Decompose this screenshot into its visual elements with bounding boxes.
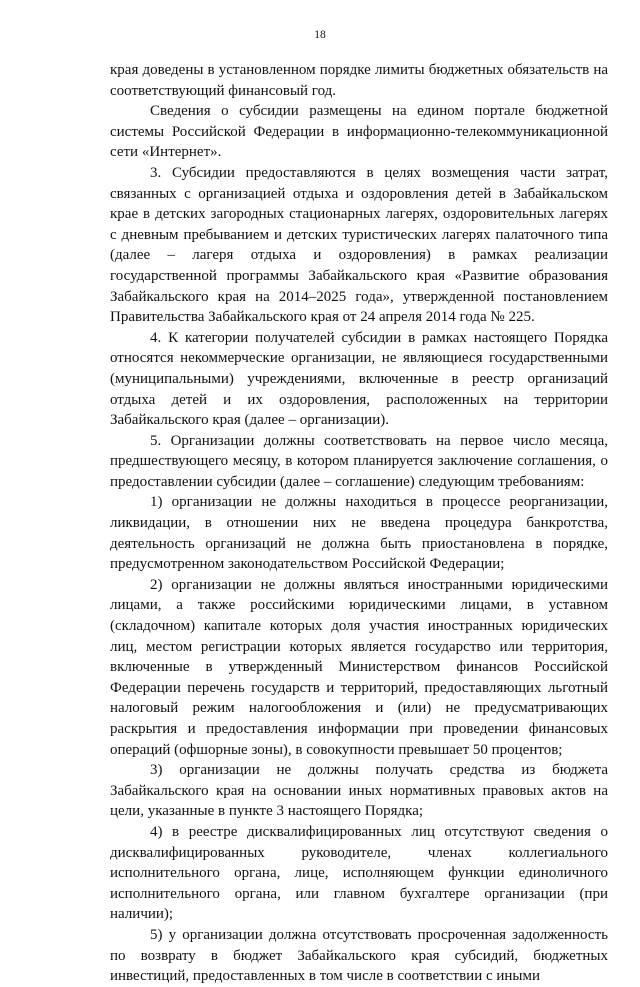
page-number: 18 [314,29,326,41]
paragraph-item-5: 5. Организации должны соответствовать на первое число месяца, предшествующего месяцу, в котором планируется заключение соглашения, о предоставлении субсидии (далее – соглашение) следующим требованиям: [110,432,608,490]
paragraph-requirement-1: 1) организации не должны находиться в процессе реорганизации, ликвидации, в отношении них не введена процедура банкротства, деятельность организаций не должна быть приостановлена в порядке, предусмотренном законодательством Российской Федерации; [110,494,608,573]
paragraph-requirement-4: 4) в реестре дисквалифицированных лиц отсутствуют сведения о дисквалифицированных руководителе, членах коллегиального исполнительного органа, лице, исполняющем функции единоличного исполнительного органа, или главном бухгалтере организации (при наличии); [110,823,608,923]
paragraph-requirement-5: 5) у организации должна отсутствовать просроченная задолженность по возврату в бюджет Забайкальского края субсидий, бюджетных инвестиций, предоставленных в том числе в соответствии с иными [110,926,608,985]
paragraph-continuation: края доведены в установленном порядке лимиты бюджетных обязательств на соответствующий финансовый год. [110,62,608,99]
paragraph-portal-info: Сведения о субсидии размещены на едином портале бюджетной системы Российской Федерации в информационно-телекоммуникационной сети «Интернет». [110,103,608,161]
document-body [110,60,608,987]
paragraph-item-3: 3. Субсидии предоставляются в целях возмещения части затрат, связанных с организацией отдыха и оздоровления детей в Забайкальском крае в детских загородных стационарных лагерях, оздоровительных лагерях с дневным пребыванием и детских туристических лагерях палаточного типа (далее – лагеря отдыха и оздоровления) в рамках реализации государственной программы Забайкальского края «Развитие образования Забайкальского края на 2014–2025 года», утвержденной постановлением Правительства Забайкальского края от 24 апреля 2014 года № 225. [110,164,608,326]
paragraph-requirement-3: 3) организации не должны получать средства из бюджета Забайкальского края на основании иных нормативных правовых актов на цели, указанные в пункте 3 настоящего Порядка; [110,762,608,820]
paragraph-requirement-2: 2) организации не должны являться иностранными юридическими лицами, а также российскими юридическими лицами, в уставном (складочном) капитале которых доля участия иностранных юридических лиц, местом регистрации которых является государство или территория, включенные в утвержденный Министерством финансов Российской Федерации перечень государств и территорий, предоставляющих льготный налоговый режим налогообложения и (или) не предусматривающих раскрытия и предоставления информации при проведении финансовых операций (офшорные зоны), в совокупности превышает 50 процентов; [110,576,608,758]
paragraph-item-4: 4. К категории получателей субсидии в рамках настоящего Порядка относятся некоммерческие организации, не являющиеся государственными (муниципальными) учреждениями, включенные в реестр организаций отдыха детей и их оздоровления, расположенных на территории Забайкальского края (далее – организации). [110,329,608,429]
